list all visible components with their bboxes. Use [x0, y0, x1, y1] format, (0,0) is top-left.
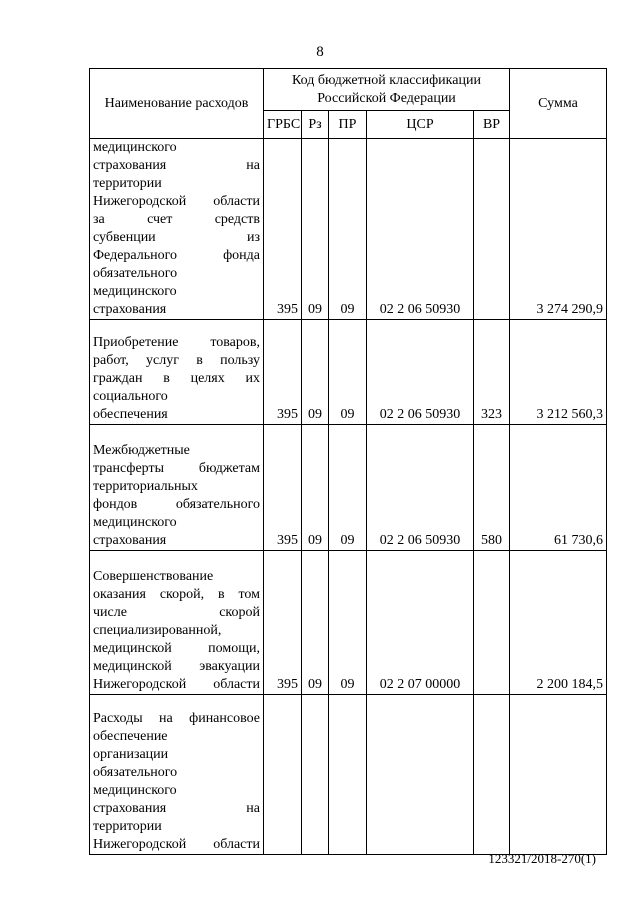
row-csr [367, 695, 474, 855]
row-csr: 02 2 07 00000 [367, 551, 474, 695]
budget-table [89, 68, 607, 855]
row-sum: 2 200 184,5 [510, 551, 607, 695]
row-pr: 09 [329, 139, 367, 320]
row-grbs: 395 [264, 320, 302, 425]
row-rz: 09 [302, 320, 329, 425]
header-sum: Сумма [510, 69, 607, 139]
row-pr [329, 695, 367, 855]
table-header-row-1 [90, 69, 607, 111]
row-csr: 02 2 06 50930 [367, 425, 474, 551]
row-vr [474, 695, 510, 855]
row-vr: 323 [474, 320, 510, 425]
table-row [90, 425, 607, 551]
row-name: Расходы на финансовое обеспечение организации обязательного медицинского страхования на территории Нижегородской области [90, 695, 264, 855]
row-sum: 3 212 560,3 [510, 320, 607, 425]
row-rz: 09 [302, 139, 329, 320]
row-name: Совершенствование оказания скорой, в том числе скорой специализированной, медицинской помощи, медицинской эвакуации Нижегородской области [90, 551, 264, 695]
row-pr: 09 [329, 320, 367, 425]
table-row [90, 695, 607, 855]
table-row [90, 320, 607, 425]
document-code: 123321/2018-270(1) [488, 851, 596, 866]
row-csr: 02 2 06 50930 [367, 320, 474, 425]
header-rz: Рз [302, 111, 329, 139]
row-vr [474, 139, 510, 320]
row-vr: 580 [474, 425, 510, 551]
row-vr [474, 551, 510, 695]
page-number: 8 [316, 44, 324, 60]
row-grbs [264, 695, 302, 855]
table-row [90, 139, 607, 320]
row-name: Межбюджетные трансферты бюджетам территориальных фондов обязательного медицинского страхования [90, 425, 264, 551]
row-sum: 3 274 290,9 [510, 139, 607, 320]
row-pr: 09 [329, 425, 367, 551]
row-sum: 61 730,6 [510, 425, 607, 551]
row-name: медицинского страхования на территории Нижегородской области за счет средств субвенции из Федерального фонда обязательного медицинского страхования [90, 139, 264, 320]
table-row [90, 551, 607, 695]
row-rz [302, 695, 329, 855]
row-rz: 09 [302, 551, 329, 695]
row-rz: 09 [302, 425, 329, 551]
header-vr: ВР [474, 111, 510, 139]
row-csr: 02 2 06 50930 [367, 139, 474, 320]
row-pr: 09 [329, 551, 367, 695]
header-pr: ПР [329, 111, 367, 139]
row-grbs: 395 [264, 425, 302, 551]
header-csr: ЦСР [367, 111, 474, 139]
header-name: Наименование расходов [90, 69, 264, 139]
row-grbs: 395 [264, 139, 302, 320]
row-sum [510, 695, 607, 855]
header-grbs: ГРБС [264, 111, 302, 139]
row-name: Приобретение товаров, работ, услуг в пользу граждан в целях их социального обеспечения [90, 320, 264, 425]
row-grbs: 395 [264, 551, 302, 695]
header-code-group: Код бюджетной классификации Российской Федерации [264, 69, 510, 111]
